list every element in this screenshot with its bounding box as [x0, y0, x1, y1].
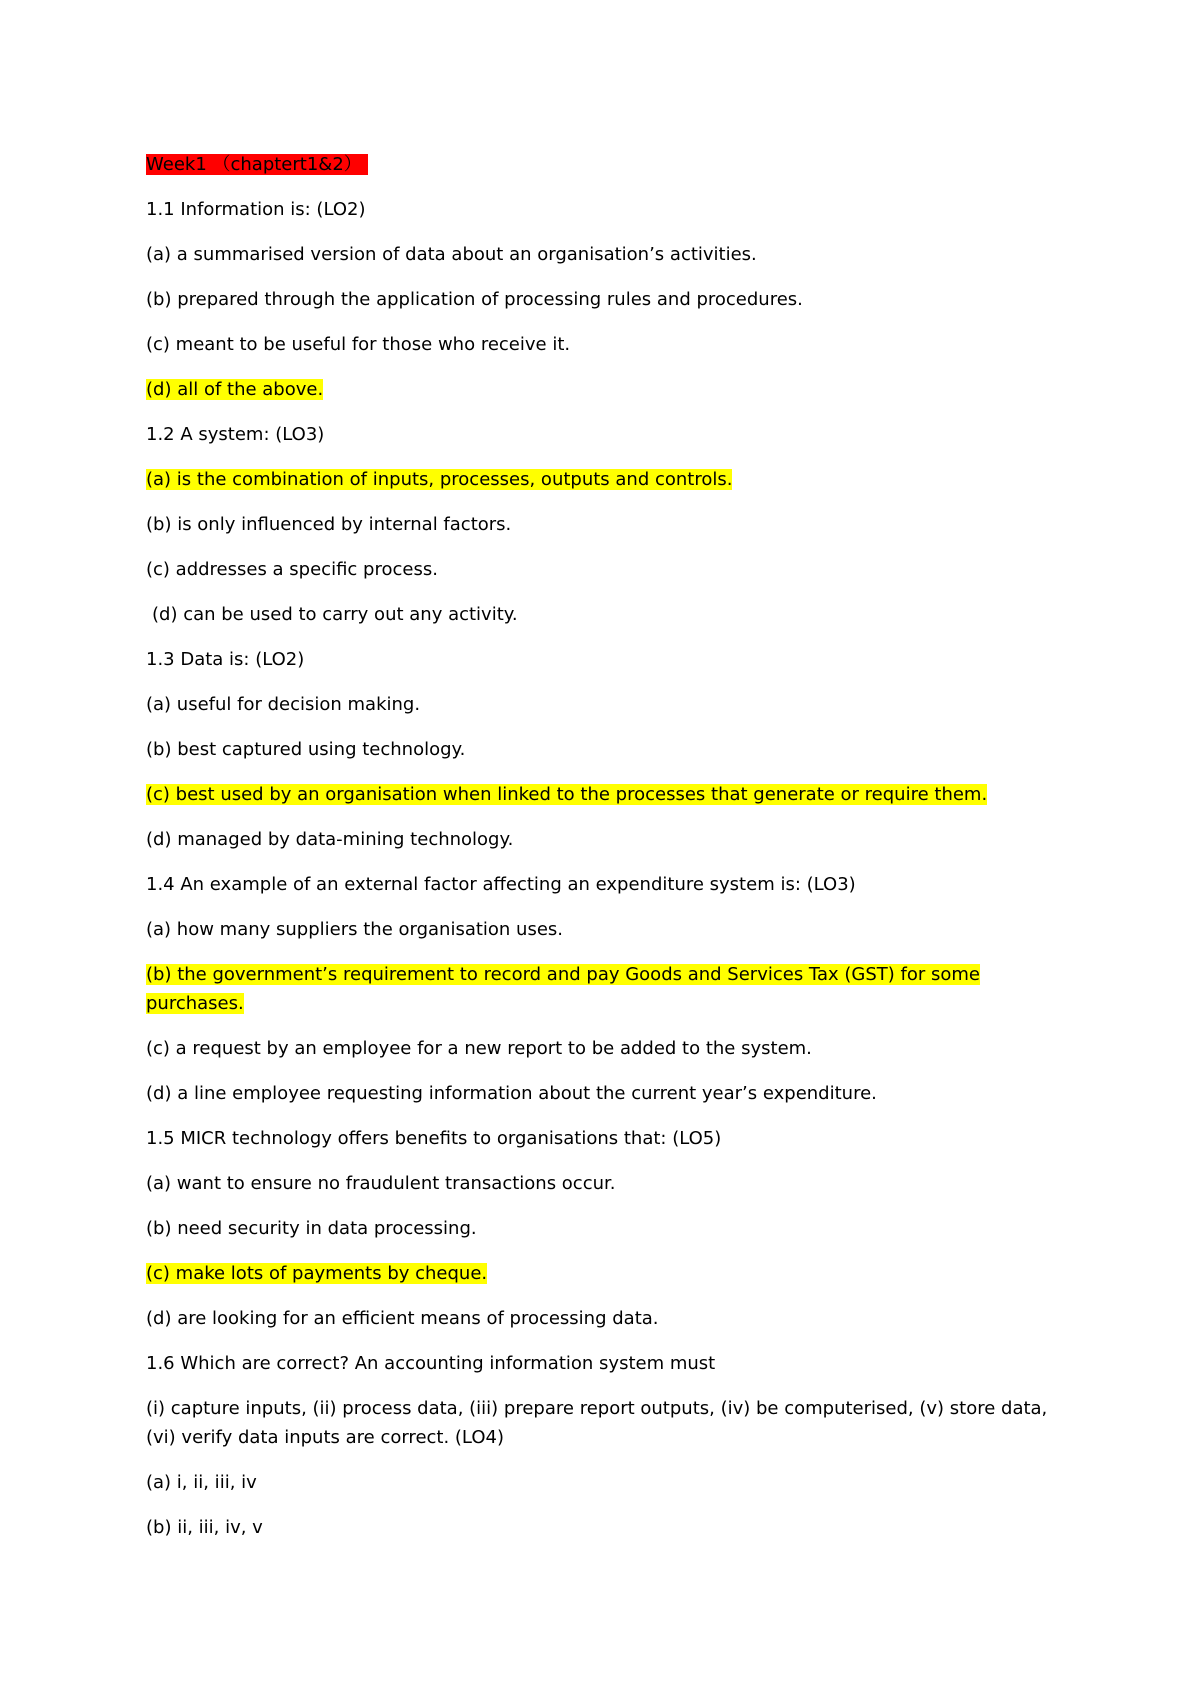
answer-highlight: (a) is the combination of inputs, processes, outputs and controls.	[146, 469, 733, 490]
question-1-5: 1.5 MICR technology offers benefits to organisations that: (LO5)	[146, 1128, 722, 1149]
option-1-5-d: (d) are looking for an efficient means of processing data.	[146, 1308, 659, 1329]
answer-highlight: (c) best used by an organisation when linked to the processes that generate or require them.	[146, 784, 988, 805]
option-1-1-b: (b) prepared through the application of processing rules and procedures.	[146, 289, 803, 310]
document-content	[146, 150, 1076, 1558]
option-1-1-c: (c) meant to be useful for those who receive it.	[146, 334, 571, 355]
option-1-3-b: (b) best captured using technology.	[146, 739, 466, 760]
document-heading	[146, 150, 1076, 179]
statement-list-1-6: (i) capture inputs, (ii) process data, (iii) prepare report outputs, (iv) be computerised, (v) store data, (vi) verify data inputs are correct. (LO4)	[146, 1398, 1048, 1448]
option-1-6-a: (a) i, ii, iii, iv	[146, 1472, 257, 1493]
option-1-6-b: (b) ii, iii, iv, v	[146, 1517, 263, 1538]
option-1-4-c: (c) a request by an employee for a new report to be added to the system.	[146, 1038, 812, 1059]
option-1-4-a: (a) how many suppliers the organisation uses.	[146, 919, 564, 940]
option-1-3-c-answer	[146, 780, 1076, 809]
option-1-2-d: (d) can be used to carry out any activity.	[152, 604, 518, 625]
question-1-3: 1.3 Data is: (LO2)	[146, 649, 305, 670]
question-1-4: 1.4 An example of an external factor affecting an expenditure system is: (LO3)	[146, 874, 856, 895]
option-1-3-d: (d) managed by data-mining technology.	[146, 829, 514, 850]
question-1-1: 1.1 Information is: (LO2)	[146, 199, 366, 220]
option-1-1-d-answer	[146, 375, 1076, 404]
option-1-3-a: (a) useful for decision making.	[146, 694, 421, 715]
option-1-1-a: (a) a summarised version of data about an organisation’s activities.	[146, 244, 757, 265]
heading-text: Week1 （chaptert1&2）	[146, 154, 368, 175]
option-1-5-c-answer	[146, 1259, 1076, 1288]
option-1-2-c: (c) addresses a specific process.	[146, 559, 438, 580]
option-1-4-b-answer	[146, 960, 1076, 1018]
option-1-5-b: (b) need security in data processing.	[146, 1218, 477, 1239]
option-1-2-a-answer	[146, 465, 1076, 494]
answer-highlight: (c) make lots of payments by cheque.	[146, 1263, 488, 1284]
option-1-4-d: (d) a line employee requesting information about the current year’s expenditure.	[146, 1083, 877, 1104]
question-1-2: 1.2 A system: (LO3)	[146, 424, 325, 445]
question-1-6: 1.6 Which are correct? An accounting information system must	[146, 1353, 716, 1374]
option-1-2-b: (b) is only influenced by internal factors.	[146, 514, 512, 535]
answer-highlight: (d) all of the above.	[146, 379, 324, 400]
option-1-5-a: (a) want to ensure no fraudulent transactions occur.	[146, 1173, 616, 1194]
answer-highlight: (b) the government’s requirement to record and pay Goods and Services Tax (GST) for some purchases.	[146, 964, 980, 1014]
